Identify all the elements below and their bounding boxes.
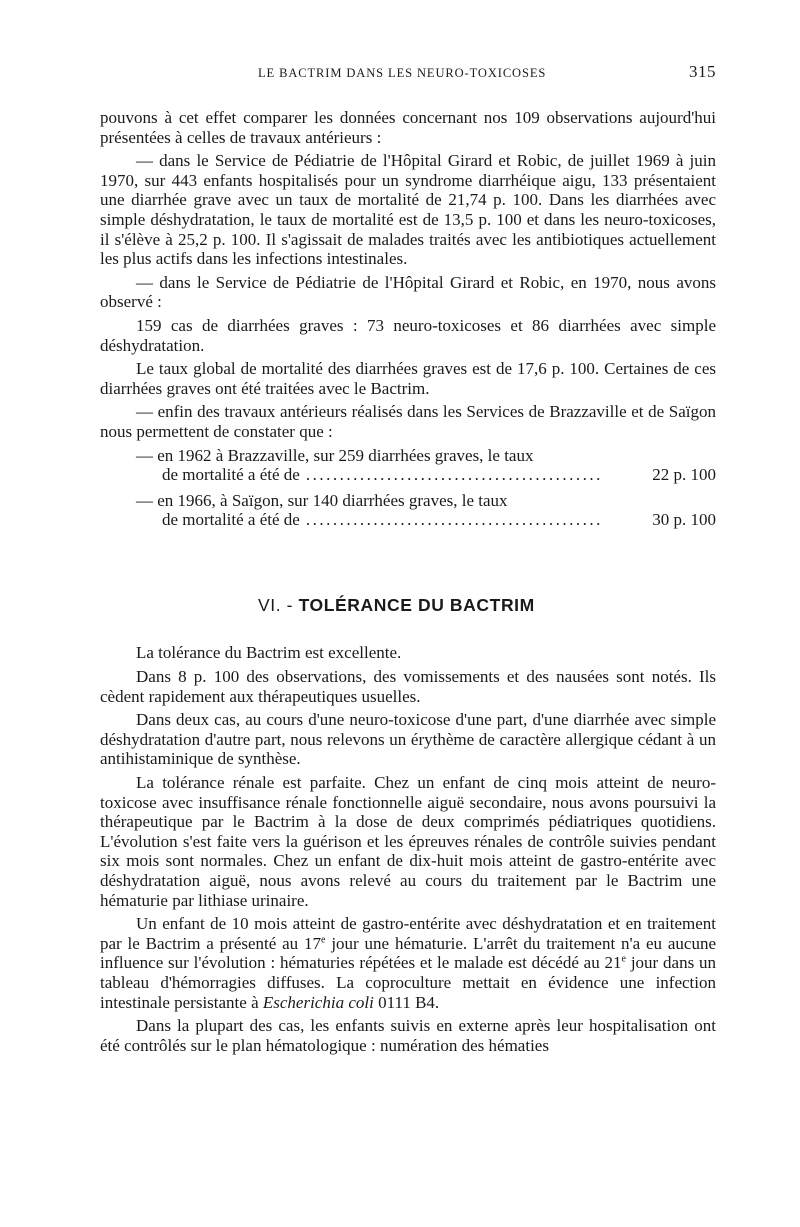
dot-leader: ............................................ <box>305 465 603 485</box>
section-title: TOLÉRANCE DU BACTRIM <box>298 594 535 615</box>
list-item-text: — en 1962 à Brazzaville, sur 259 diarrhées graves, le taux <box>136 445 534 465</box>
mortality-list-item <box>100 491 716 530</box>
mortality-list-item <box>100 446 716 485</box>
mortality-value: 22 p. 100 <box>652 465 716 485</box>
list-item-label: de mortalité a été de <box>162 465 300 485</box>
list-item-label: de mortalité a été de <box>162 510 300 530</box>
paragraph: — dans le Service de Pédiatrie de l'Hôpital Girard et Robic, de juillet 1969 à juin 1970, sur 443 enfants hospitalisés pour un syndrome diarrhéique aigu, 133 présentaient une diarrhée grave avec un taux de mortalité de 21,74 p. 100. Dans les diarrhées avec simple déshydratation, le taux de mortalité est de 13,5 p. 100 et dans les neuro-toxicoses, il s'élève à 25,2 p. 100. Il s'agissait de malades traités avec les antibiotiques actuellement les plus actifs dans les infections intestinales. <box>100 151 716 269</box>
text-run: Un enfant de 10 mois atteint de gastro-entérite avec déshydratation et en traitement par le Bactrim a présenté au 17 <box>100 914 716 953</box>
paragraph: 159 cas de diarrhées graves : 73 neuro-toxicoses et 86 diarrhées avec simple déshydratation. <box>100 315 716 355</box>
dot-leader: ............................................ <box>305 510 603 530</box>
organism-name: Escherichia coli <box>262 992 374 1012</box>
ordinal-superscript: e <box>621 953 626 965</box>
paragraph: La tolérance rénale est parfaite. Chez un enfant de cinq mois atteint de neuro-toxicose avec insuffisance rénale fonctionnelle aiguë secondaire, nous avons poursuivi la thérapeutique par le Bactrim à la dose de deux comprimés pédiatriques quotidiens. L'évolution s'est faite vers la guérison et les épreuves rénales de contrôle suivies pendant six mois sont normales. Chez un enfant de dix-huit mois atteint de gastro-entérite avec déshydratation aiguë, nous avons relevé au cours du traitement par le Bactrim une hématurie par lithiase urinaire. <box>100 773 716 910</box>
page-number: 315 <box>689 62 716 81</box>
paragraph: — enfin des travaux antérieurs réalisés dans les Services de Brazzaville et de Saïgon nous permettent de constater que : <box>100 402 716 441</box>
running-title: LE BACTRIM DANS LES NEURO-TOXICOSES <box>258 66 547 80</box>
section-body <box>100 643 716 1055</box>
paragraph: — dans le Service de Pédiatrie de l'Hôpital Girard et Robic, en 1970, nous avons observé : <box>100 272 716 312</box>
section-number: VI. - <box>258 594 294 615</box>
mortality-value: 30 p. 100 <box>652 510 716 530</box>
paragraph: La tolérance du Bactrim est excellente. <box>136 643 402 663</box>
list-item-text: — en 1966, à Saïgon, sur 140 diarrhées graves, le taux <box>136 490 508 510</box>
text-run: jour dans un tableau d'hémorragies diffuses. La coproculture mettait en évidence une infection intestinale persistante à <box>100 953 716 1012</box>
section-heading <box>100 596 716 616</box>
paragraph: Dans 8 p. 100 des observations, des vomissements et des nausées sont notés. Ils cèdent rapidement aux thérapeutiques usuelles. <box>100 667 716 706</box>
text-run: 0111 B4. <box>373 992 440 1012</box>
paragraph: pouvons à cet effet comparer les données concernant nos 109 observations aujourd'hui présentées à celles de travaux antérieurs : <box>100 108 716 147</box>
paragraph: Le taux global de mortalité des diarrhées graves est de 17,6 p. 100. Certaines de ces diarrhées graves ont été traitées avec le Bactrim. <box>100 359 716 398</box>
paragraph: Dans deux cas, au cours d'une neuro-toxicose d'une part, d'une diarrhée avec simple déshydratation d'autre part, nous relevons un érythème de caractère allergique cédant à un antihistaminique de synthèse. <box>100 710 716 769</box>
ordinal-superscript: e <box>321 934 326 946</box>
text-run: jour une hématurie. L'arrêt du traitement n'a eu aucune influence sur l'évolution : hématuries répétées et le malade est décédé au 21 <box>100 933 717 973</box>
paragraph: Dans la plupart des cas, les enfants suivis en externe après leur hospitalisation ont été contrôlés sur le plan hématologique : numération des hématies <box>100 1016 716 1055</box>
main-text <box>100 108 716 1059</box>
paragraph <box>100 914 716 1012</box>
